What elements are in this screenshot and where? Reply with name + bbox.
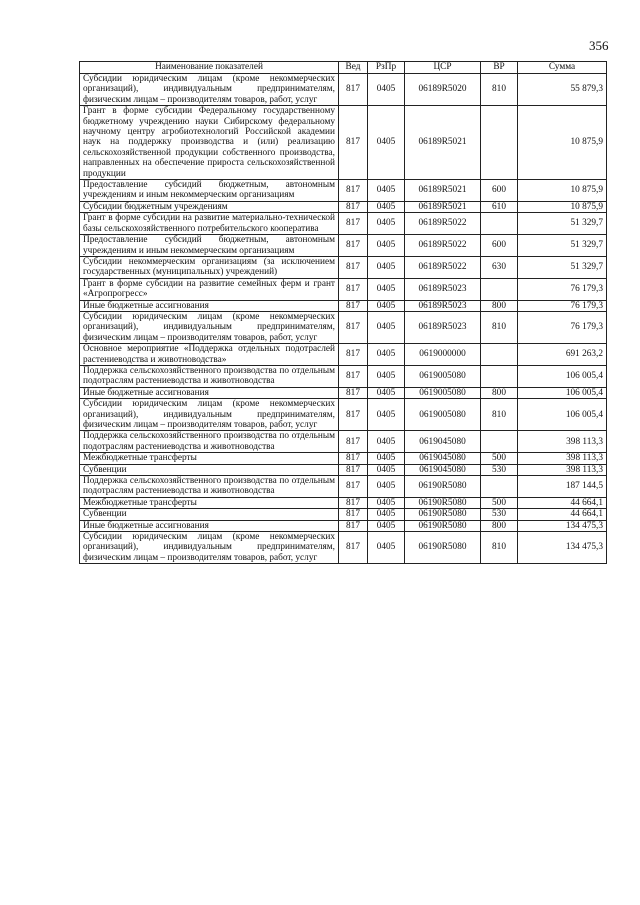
cell-name: Предоставление субсидий бюджетным, автономным учреждениям и иным некоммерческим организациям (80, 180, 339, 202)
cell-vr: 800 (481, 520, 518, 531)
cell-rzpr: 0405 (368, 180, 405, 202)
cell-rzpr: 0405 (368, 106, 405, 180)
cell-csr: 0619005080 (405, 365, 481, 387)
cell-name: Субсидии юридическим лицам (кроме некоммерческих организаций), индивидуальным предпринимателям, физическим лицам – производителям товаров, работ, услуг (80, 532, 339, 564)
cell-csr: 0619005080 (405, 399, 481, 431)
cell-name: Грант в форме субсидии на развитие семейных ферм и грант «Агропрогресс» (80, 278, 339, 300)
cell-sum: 134 475,3 (518, 532, 607, 564)
cell-ved: 817 (339, 387, 368, 398)
budget-table (79, 61, 607, 564)
table-row (80, 497, 607, 508)
cell-csr: 06189R5023 (405, 311, 481, 343)
table-row (80, 532, 607, 564)
cell-sum: 398 113,3 (518, 464, 607, 475)
cell-name: Субсидии некоммерческим организациям (за исключением государственных (муниципальных) учреждений) (80, 256, 339, 278)
cell-sum: 10 875,9 (518, 180, 607, 202)
table-row (80, 256, 607, 278)
cell-rzpr: 0405 (368, 431, 405, 453)
cell-ved: 817 (339, 213, 368, 235)
cell-vr: 810 (481, 74, 518, 106)
cell-name: Межбюджетные трансферты (80, 497, 339, 508)
table-row (80, 213, 607, 235)
cell-vr: 800 (481, 387, 518, 398)
cell-ved: 817 (339, 311, 368, 343)
cell-sum: 55 879,3 (518, 74, 607, 106)
cell-rzpr: 0405 (368, 520, 405, 531)
cell-rzpr: 0405 (368, 235, 405, 257)
cell-name: Иные бюджетные ассигнования (80, 387, 339, 398)
cell-name: Грант в форме субсидии Федеральному государственному бюджетному учреждению науки Сибирскому федеральному научному центру агробиотехнологий Российской академии наук на поддержку производства и (или) реализацию сельскохозяйственной продукции собственного производства, направленных на обеспечение прироста сельскохозяйственной продукции (80, 106, 339, 180)
cell-name: Иные бюджетные ассигнования (80, 300, 339, 311)
cell-csr: 06190R5080 (405, 476, 481, 498)
cell-name: Субвенции (80, 509, 339, 520)
cell-rzpr: 0405 (368, 300, 405, 311)
cell-sum: 51 329,7 (518, 256, 607, 278)
cell-name: Субсидии юридическим лицам (кроме некоммерческих организаций), индивидуальным предпринимателям, физическим лицам – производителям товаров, работ, услуг (80, 74, 339, 106)
cell-name: Иные бюджетные ассигнования (80, 520, 339, 531)
cell-sum: 76 179,3 (518, 300, 607, 311)
table-row (80, 464, 607, 475)
cell-rzpr: 0405 (368, 278, 405, 300)
cell-rzpr: 0405 (368, 476, 405, 498)
table-row (80, 311, 607, 343)
table-row (80, 476, 607, 498)
cell-rzpr: 0405 (368, 387, 405, 398)
cell-rzpr: 0405 (368, 453, 405, 464)
table-row (80, 235, 607, 257)
cell-sum: 691 263,2 (518, 344, 607, 366)
cell-csr: 06189R5022 (405, 256, 481, 278)
cell-vr (481, 344, 518, 366)
table-row (80, 201, 607, 212)
cell-name: Субсидии юридическим лицам (кроме некоммерческих организаций), индивидуальным предпринимателям, физическим лицам – производителям товаров, работ, услуг (80, 311, 339, 343)
cell-vr: 500 (481, 453, 518, 464)
table-row (80, 509, 607, 520)
cell-name: Грант в форме субсидии на развитие материально-технической базы сельскохозяйственного потребительского кооператива (80, 213, 339, 235)
cell-vr: 530 (481, 464, 518, 475)
table-row (80, 106, 607, 180)
cell-name: Поддержка сельскохозяйственного производства по отдельным подотраслям растениеводства и животноводства (80, 476, 339, 498)
cell-vr (481, 476, 518, 498)
cell-ved: 817 (339, 520, 368, 531)
header-vr: ВР (481, 62, 518, 74)
cell-csr: 06189R5020 (405, 74, 481, 106)
cell-name: Поддержка сельскохозяйственного производства по отдельным подотраслям растениеводства и животноводства (80, 431, 339, 453)
cell-ved: 817 (339, 464, 368, 475)
cell-sum: 10 875,9 (518, 106, 607, 180)
cell-ved: 817 (339, 74, 368, 106)
cell-vr (481, 106, 518, 180)
cell-vr (481, 278, 518, 300)
cell-csr: 06189R5022 (405, 235, 481, 257)
cell-name: Субвенции (80, 464, 339, 475)
cell-ved: 817 (339, 344, 368, 366)
table-row (80, 344, 607, 366)
table-row (80, 399, 607, 431)
cell-csr: 06189R5021 (405, 106, 481, 180)
cell-sum: 76 179,3 (518, 278, 607, 300)
cell-vr: 800 (481, 300, 518, 311)
cell-rzpr: 0405 (368, 344, 405, 366)
cell-sum: 76 179,3 (518, 311, 607, 343)
cell-csr: 0619000000 (405, 344, 481, 366)
cell-ved: 817 (339, 300, 368, 311)
cell-ved: 817 (339, 431, 368, 453)
cell-sum: 10 875,9 (518, 201, 607, 212)
cell-csr: 0619045080 (405, 453, 481, 464)
cell-rzpr: 0405 (368, 311, 405, 343)
cell-rzpr: 0405 (368, 532, 405, 564)
cell-sum: 106 005,4 (518, 399, 607, 431)
table-row (80, 387, 607, 398)
cell-rzpr: 0405 (368, 213, 405, 235)
cell-ved: 817 (339, 399, 368, 431)
cell-ved: 817 (339, 201, 368, 212)
cell-vr: 810 (481, 311, 518, 343)
cell-vr: 810 (481, 532, 518, 564)
cell-ved: 817 (339, 476, 368, 498)
cell-sum: 106 005,4 (518, 387, 607, 398)
table-header-row (80, 62, 607, 74)
cell-ved: 817 (339, 532, 368, 564)
cell-sum: 398 113,3 (518, 431, 607, 453)
table-row (80, 365, 607, 387)
cell-rzpr: 0405 (368, 365, 405, 387)
cell-vr: 610 (481, 201, 518, 212)
cell-ved: 817 (339, 453, 368, 464)
cell-vr (481, 431, 518, 453)
cell-csr: 06189R5021 (405, 180, 481, 202)
header-rzpr: РзПр (368, 62, 405, 74)
table-row (80, 453, 607, 464)
cell-name: Основное мероприятие «Поддержка отдельных подотраслей растениеводства и животноводства» (80, 344, 339, 366)
cell-vr (481, 365, 518, 387)
page-number: 356 (589, 38, 609, 53)
cell-sum: 51 329,7 (518, 235, 607, 257)
cell-rzpr: 0405 (368, 399, 405, 431)
cell-csr: 0619045080 (405, 431, 481, 453)
cell-sum: 187 144,5 (518, 476, 607, 498)
cell-vr: 600 (481, 235, 518, 257)
cell-vr (481, 213, 518, 235)
cell-csr: 06190R5080 (405, 532, 481, 564)
header-name: Наименование показателей (80, 62, 339, 74)
header-sum: Сумма (518, 62, 607, 74)
cell-sum: 134 475,3 (518, 520, 607, 531)
cell-sum: 106 005,4 (518, 365, 607, 387)
cell-csr: 0619005080 (405, 387, 481, 398)
cell-ved: 817 (339, 180, 368, 202)
table-row (80, 74, 607, 106)
cell-sum: 398 113,3 (518, 453, 607, 464)
cell-csr: 06189R5022 (405, 213, 481, 235)
cell-ved: 817 (339, 365, 368, 387)
cell-csr: 06190R5080 (405, 509, 481, 520)
cell-vr: 530 (481, 509, 518, 520)
cell-ved: 817 (339, 497, 368, 508)
cell-rzpr: 0405 (368, 74, 405, 106)
cell-name: Субсидии юридическим лицам (кроме некоммерческих организаций), индивидуальным предпринимателям, физическим лицам – производителям товаров, работ, услуг (80, 399, 339, 431)
cell-rzpr: 0405 (368, 201, 405, 212)
cell-ved: 817 (339, 235, 368, 257)
cell-ved: 817 (339, 106, 368, 180)
cell-ved: 817 (339, 278, 368, 300)
cell-ved: 817 (339, 509, 368, 520)
cell-rzpr: 0405 (368, 256, 405, 278)
header-ved: Вед (339, 62, 368, 74)
cell-sum: 44 664,1 (518, 509, 607, 520)
cell-sum: 51 329,7 (518, 213, 607, 235)
table-row (80, 300, 607, 311)
cell-csr: 06190R5080 (405, 497, 481, 508)
cell-name: Поддержка сельскохозяйственного производства по отдельным подотраслям растениеводства и животноводства (80, 365, 339, 387)
cell-name: Субсидии бюджетным учреждениям (80, 201, 339, 212)
cell-ved: 817 (339, 256, 368, 278)
table-row (80, 180, 607, 202)
cell-csr: 06189R5023 (405, 278, 481, 300)
cell-csr: 06189R5021 (405, 201, 481, 212)
cell-rzpr: 0405 (368, 509, 405, 520)
cell-csr: 06189R5023 (405, 300, 481, 311)
table-row (80, 431, 607, 453)
cell-rzpr: 0405 (368, 497, 405, 508)
cell-sum: 44 664,1 (518, 497, 607, 508)
header-csr: ЦСР (405, 62, 481, 74)
cell-vr: 600 (481, 180, 518, 202)
cell-vr: 810 (481, 399, 518, 431)
cell-vr: 630 (481, 256, 518, 278)
cell-name: Предоставление субсидий бюджетным, автономным учреждениям и иным некоммерческим организациям (80, 235, 339, 257)
cell-csr: 0619045080 (405, 464, 481, 475)
cell-vr: 500 (481, 497, 518, 508)
cell-csr: 06190R5080 (405, 520, 481, 531)
cell-name: Межбюджетные трансферты (80, 453, 339, 464)
table-row (80, 520, 607, 531)
cell-rzpr: 0405 (368, 464, 405, 475)
table-row (80, 278, 607, 300)
